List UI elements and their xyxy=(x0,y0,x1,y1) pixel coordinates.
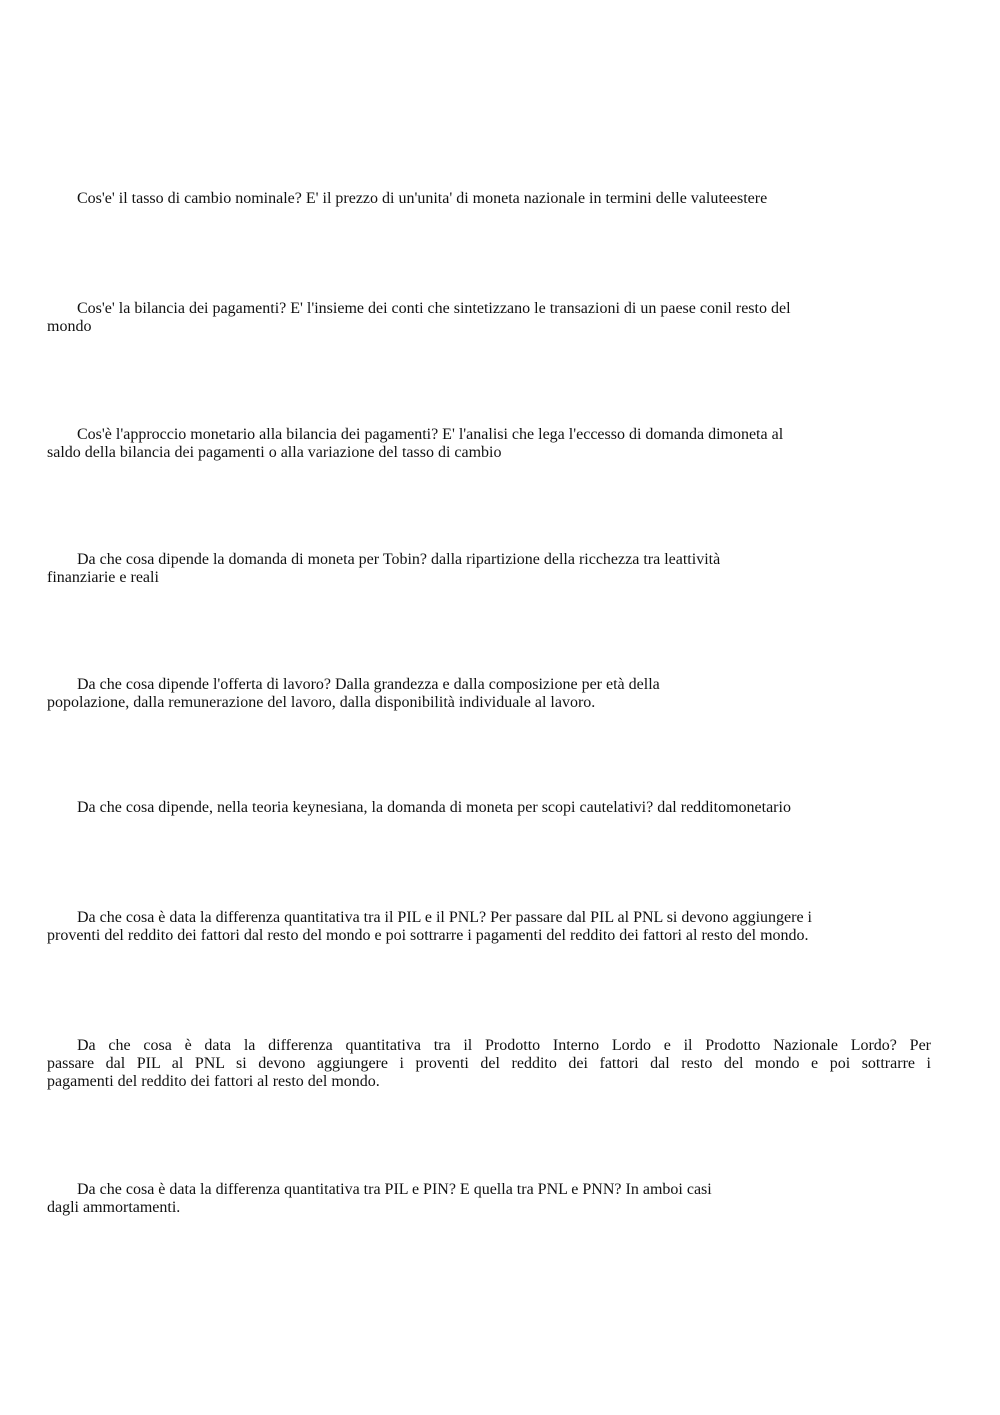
paragraph-line: Da che cosa dipende l'offerta di lavoro? Dalla grandezza e dalla composizione per età della xyxy=(77,676,660,693)
qa-paragraph-2 xyxy=(47,300,791,336)
paragraph-line: finanziarie e reali xyxy=(47,569,159,586)
qa-paragraph-9 xyxy=(47,1181,712,1217)
paragraph-line: Cos'e' il tasso di cambio nominale? E' il prezzo di un'unita' di moneta nazionale in termini delle valuteestere xyxy=(77,190,768,207)
paragraph-line: Da che cosa dipende, nella teoria keynesiana, la domanda di moneta per scopi cautelativi? dal redditomonetario xyxy=(77,799,791,816)
paragraph-line: popolazione, dalla remunerazione del lavoro, dalla disponibilità individuale al lavoro. xyxy=(47,694,596,711)
qa-paragraph-6 xyxy=(47,799,791,817)
paragraph-line: Da che cosa è data la differenza quantitativa tra PIL e PIN? E quella tra PNL e PNN? In amboi casi xyxy=(77,1181,712,1198)
qa-paragraph-1 xyxy=(47,190,767,208)
qa-paragraph-8 xyxy=(47,1037,931,1091)
paragraph-line: proventi del reddito dei fattori dal resto del mondo e poi sottrarre i pagamenti del reddito dei fattori al resto del mondo. xyxy=(47,927,809,944)
qa-paragraph-5 xyxy=(47,676,660,712)
paragraph-line: Cos'è l'approccio monetario alla bilancia dei pagamenti? E' l'analisi che lega l'eccesso di domanda dimoneta al xyxy=(77,426,784,443)
paragraph-line: dagli ammortamenti. xyxy=(47,1199,181,1216)
qa-paragraph-3 xyxy=(47,426,783,462)
paragraph-line: Da che cosa dipende la domanda di moneta per Tobin? dalla ripartizione della ricchezza tra leattività xyxy=(77,551,721,568)
paragraph-line: Da che cosa è data la differenza quantitativa tra il PIL e il PNL? Per passare dal PIL al PNL si devono aggiungere i xyxy=(77,909,812,926)
paragraph-line: mondo xyxy=(47,318,92,335)
paragraph-line: Da che cosa è data la differenza quantitativa tra il Prodotto Interno Lordo e il Prodotto Nazionale Lordo? Per xyxy=(77,1037,931,1054)
qa-paragraph-4 xyxy=(47,551,720,587)
paragraph-line: Cos'e' la bilancia dei pagamenti? E' l'insieme dei conti che sintetizzano le transazioni di un paese conil resto del xyxy=(77,300,791,317)
paragraph-line: saldo della bilancia dei pagamenti o alla variazione del tasso di cambio xyxy=(47,444,502,461)
paragraph-line: passare dal PIL al PNL si devono aggiungere i proventi del reddito dei fattori dal resto del mondo e poi sottrarre i xyxy=(47,1055,931,1072)
qa-paragraph-7 xyxy=(47,909,812,945)
paragraph-line: pagamenti del reddito dei fattori al resto del mondo. xyxy=(47,1073,380,1090)
